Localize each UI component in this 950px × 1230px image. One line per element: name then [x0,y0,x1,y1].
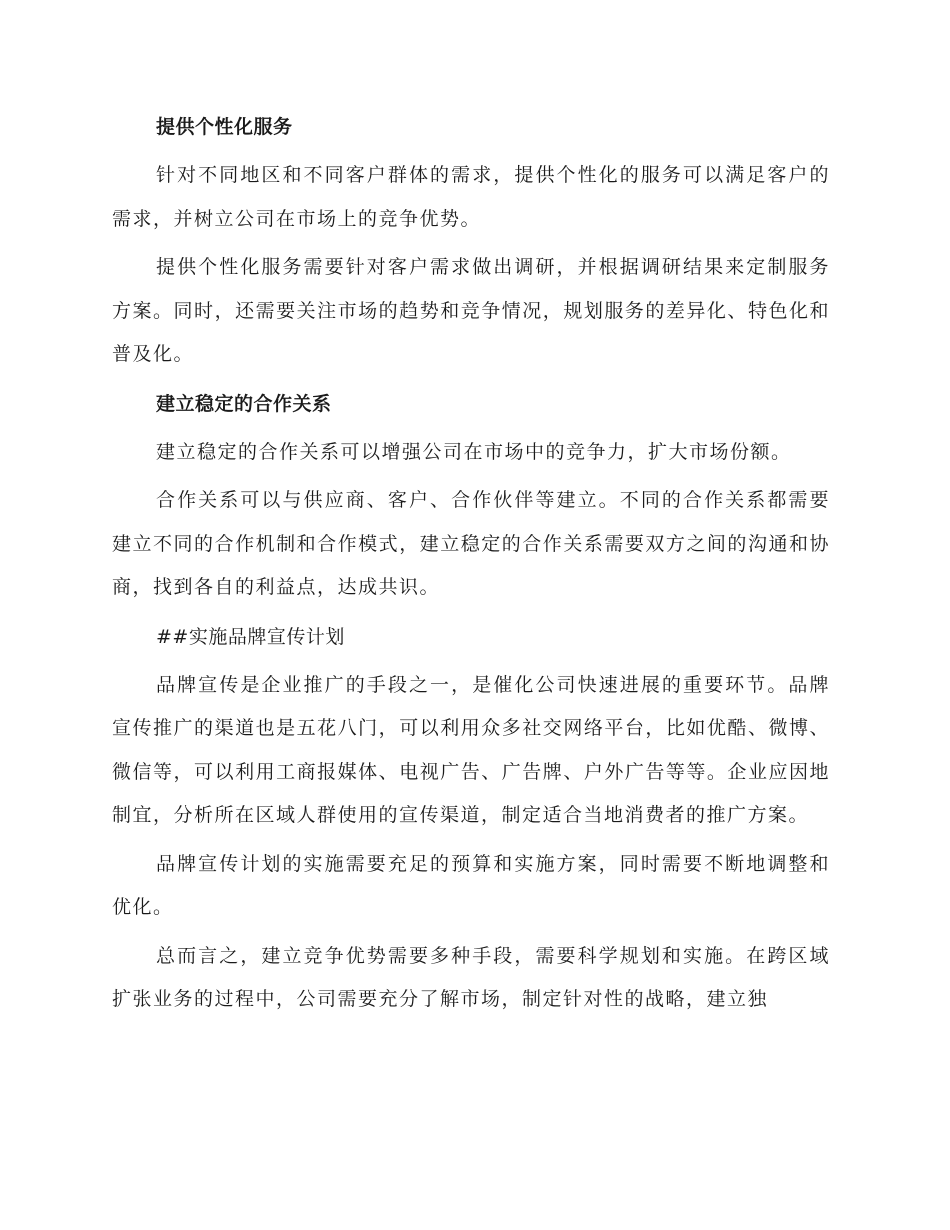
paragraph: 总而言之，建立竞争优势需要多种手段，需要科学规划和实施。在跨区域扩张业务的过程中，公司需要充分了解市场，制定针对性的战略，建立独 [112,944,830,1010]
paragraph: 提供个性化服务需要针对客户需求做出调研，并根据调研结果来定制服务方案。同时，还需要关注市场的趋势和竞争情况，规划服务的差异化、特色化和普及化。 [112,256,830,365]
paragraph: 品牌宣传是企业推广的手段之一，是催化公司快速进展的重要环节。品牌宣传推广的渠道也是五花八门，可以利用众多社交网络平台，比如优酷、微博、微信等，可以利用工商报媒体、电视广告、广告牌、户外广告等等。企业应因地制宜，分析所在区域人群使用的宣传渠道，制定适合当地消费者的推广方案。 [112,673,830,826]
paragraph: 合作关系可以与供应商、客户、合作伙伴等建立。不同的合作关系都需要建立不同的合作机制和合作模式，建立稳定的合作关系需要双方之间的沟通和协商，找到各自的利益点，达成共识。 [112,489,830,598]
paragraph: 建立稳定的合作关系可以增强公司在市场中的竞争力，扩大市场份额。 [156,440,792,463]
paragraph: 针对不同地区和不同客户群体的需求，提供个性化的服务可以满足客户的需求，并树立公司在市场上的竞争优势。 [112,164,830,230]
paragraph: 品牌宣传计划的实施需要充足的预算和实施方案，同时需要不断地调整和优化。 [112,852,830,918]
section-heading-stable-partnership: 建立稳定的合作关系 [156,392,332,415]
document-page [112,105,830,1027]
section-heading-personalized-service: 提供个性化服务 [156,116,293,138]
section-heading-brand-promotion: ##实施品牌宣传计划 [156,625,345,648]
